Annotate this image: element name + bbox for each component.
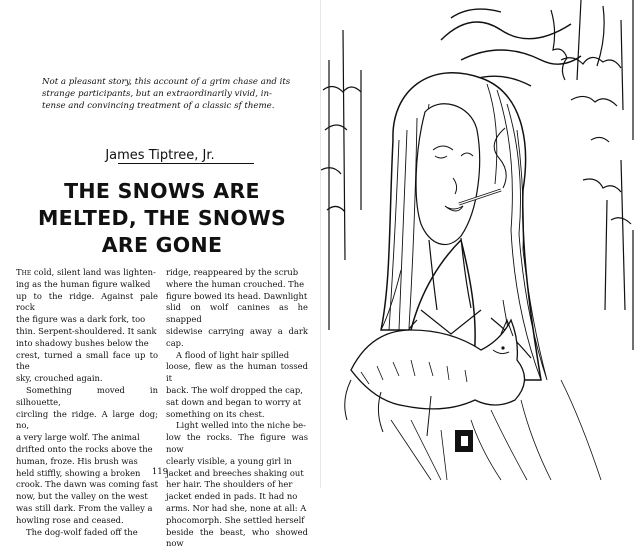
text-line: The dog-wolf faded off the: [26, 526, 138, 537]
text-line: ing as the human figure walked: [16, 278, 151, 289]
text-line: clearly visible, a young girl in: [166, 455, 292, 466]
text-line: Light welled into the niche be-: [176, 420, 306, 431]
story-title: [14, 178, 310, 259]
text-line: phocomorph. She settled herself: [166, 514, 305, 525]
text-line: sky, crouched again.: [16, 373, 103, 384]
paragraph: [16, 267, 158, 279]
text-line: her hair. The shoulders of her: [166, 479, 293, 490]
blurb-line: tense and convincing treatment of a classic sf theme.: [42, 101, 275, 111]
text-line: where the human crouched. The: [166, 278, 305, 289]
text-line: into shadowy bushes below the: [16, 337, 149, 348]
text-line: cold, silent land was lighten-: [31, 267, 156, 277]
text-line: a very large wolf. The animal: [16, 432, 140, 443]
text-line: crest, turned a small face up to the: [16, 349, 158, 372]
text-line: A flood of light hair spilled: [176, 349, 290, 360]
text-line: jacket and breeches shaking out: [166, 467, 304, 478]
text-line: howling rose and ceased.: [16, 514, 124, 525]
text-line: sidewise carrying away a dark cap.: [166, 325, 308, 348]
text-line: sat down and began to worry at: [166, 396, 302, 407]
text-line: thin. Serpent-shouldered. It sank: [16, 325, 157, 336]
blurb-line: strange participants, but an extraordinarily vivid, in-: [42, 89, 272, 99]
text-line: arms. Nor had she, none at all: A: [166, 502, 307, 513]
text-line: circling the ridge. A large dog; no,: [16, 408, 158, 431]
text-line: back. The wolf dropped the cap,: [166, 384, 303, 395]
text-line: was still dark. From the valley a: [16, 502, 153, 513]
title-line: ARE GONE: [101, 233, 223, 257]
text-line: figure bowed its head. Dawnlight: [166, 290, 308, 301]
blurb-line: Not a pleasant story, this account of a grim chase and its: [42, 77, 291, 87]
text-line: drifted onto the rocks above the: [16, 443, 153, 454]
text-line: held stiffly, showing a broken: [16, 467, 141, 478]
text-line: now, but the valley on the west: [16, 491, 148, 502]
text-line: the figure was a dark fork, too: [16, 314, 146, 325]
text-line: beside the beast, who showed now: [166, 526, 308, 549]
text-line: crook. The dawn was coming fast: [16, 479, 159, 490]
author-byline: James Tiptree, Jr.: [105, 148, 215, 163]
drop-word: The: [16, 267, 32, 277]
text-line: Something moved in silhouette,: [16, 384, 158, 407]
text-column-right: [166, 267, 308, 550]
left-page: [0, 0, 320, 549]
title-line: THE SNOWS ARE: [64, 179, 260, 203]
text-line: loose, flew as the human tossed it: [166, 361, 308, 384]
text-column-left: [16, 267, 158, 538]
page-number: 119: [151, 467, 169, 477]
text-line: jacket ended in pads. It had no: [166, 491, 298, 502]
text-line: something on its chest.: [166, 408, 265, 419]
text-line: ridge, reappeared by the scrub: [166, 267, 299, 277]
text-line: up to the ridge. Against pale rock: [16, 290, 158, 313]
illustration-drawing: [321, 0, 640, 488]
byline-rule: [118, 163, 254, 164]
text-line: slid on wolf canines as he snapped: [166, 302, 308, 325]
text-line: low the rocks. The figure was now: [166, 432, 308, 454]
illustration: [321, 0, 640, 488]
text-line: human, froze. His brush was: [16, 455, 138, 466]
title-line: MELTED, THE SNOWS: [37, 206, 287, 230]
story-blurb: [42, 76, 314, 112]
